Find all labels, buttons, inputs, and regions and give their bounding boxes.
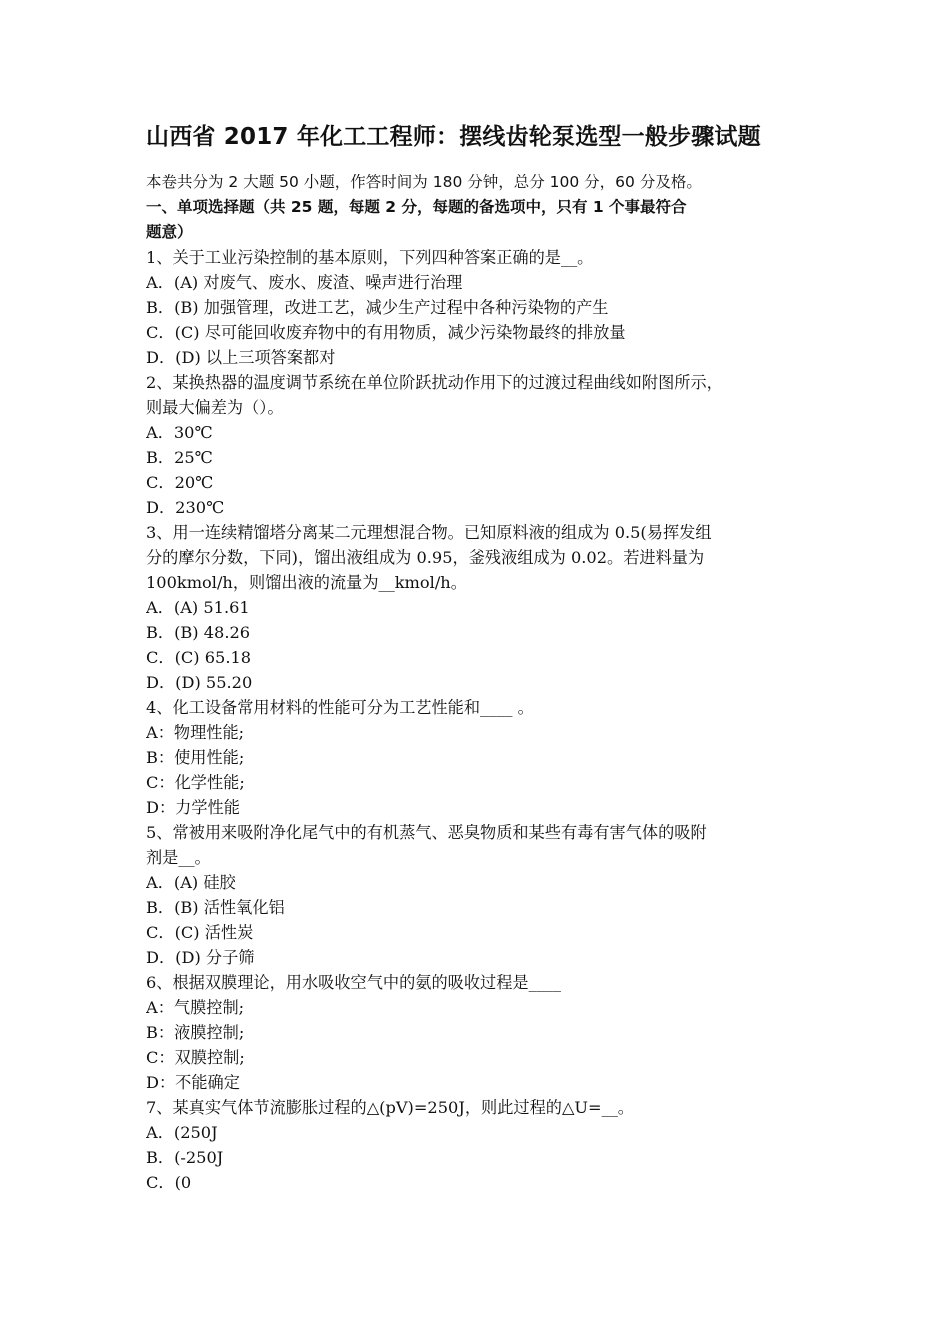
question-item [146, 245, 810, 370]
answer-option: A．(250J [146, 1123, 218, 1142]
question-stem: 3、用一连续精馏塔分离某二元理想混合物。已知原料液的组成为 0.5(易挥发组 [146, 523, 712, 542]
answer-option: B．(-250J [146, 1148, 224, 1167]
question-stem: 5、常被用来吸附净化尾气中的有机蒸气、恶臭物质和某些有毒有害气体的吸附 [146, 823, 707, 842]
question-stem: 剂是__。 [146, 848, 211, 867]
answer-option: B．(B) 加强管理，改进工艺，减少生产过程中各种污染物的产生 [146, 298, 609, 317]
question-stem: 4、化工设备常用材料的性能可分为工艺性能和____ 。 [146, 698, 534, 717]
document-body [146, 170, 810, 1195]
document-title: 山西省 2017 年化工工程师：摆线齿轮泵选型一般步骤试题 [146, 124, 761, 150]
answer-option: C：化学性能; [146, 773, 245, 792]
answer-option: C．(0 [146, 1173, 192, 1192]
exam-intro: 本卷共分为 2 大题 50 小题，作答时间为 180 分钟，总分 100 分，60 分及格。 [146, 173, 702, 191]
question-item [146, 970, 810, 1095]
answer-option: B．25℃ [146, 448, 213, 467]
answer-option: D．(D) 55.20 [146, 673, 253, 692]
answer-option: A：气膜控制; [146, 998, 245, 1017]
answer-option: C．(C) 活性炭 [146, 923, 254, 942]
question-stem: 分的摩尔分数，下同)，馏出液组成为 0.95，釜残液组成为 0.02。若进料量为 [146, 548, 705, 567]
answer-option: D．230℃ [146, 498, 225, 517]
question-stem: 7、某真实气体节流膨胀过程的△(pV)=250J，则此过程的△U=__。 [146, 1098, 634, 1117]
question-list [146, 245, 810, 1195]
answer-option: C．(C) 尽可能回收废弃物中的有用物质，减少污染物最终的排放量 [146, 323, 626, 342]
answer-option: C：双膜控制; [146, 1048, 245, 1067]
question-item [146, 370, 810, 520]
question-item [146, 695, 810, 820]
answer-option: C．(C) 65.18 [146, 648, 252, 667]
answer-option: A：物理性能; [146, 723, 245, 742]
question-stem: 2、某换热器的温度调节系统在单位阶跃扰动作用下的过渡过程曲线如附图所示， [146, 373, 723, 392]
section-heading-continued: 题意） [146, 223, 193, 241]
question-stem: 1、关于工业污染控制的基本原则，下列四种答案正确的是__。 [146, 248, 594, 267]
question-item [146, 820, 810, 970]
answer-option: C．20℃ [146, 473, 214, 492]
question-stem: 则最大偏差为（）。 [146, 398, 284, 417]
answer-option: B．(B) 活性氧化铝 [146, 898, 285, 917]
question-stem: 6、根据双膜理论，用水吸收空气中的氨的吸收过程是____ [146, 973, 561, 992]
answer-option: B：使用性能; [146, 748, 245, 767]
answer-option: A．(A) 对废气、废水、废渣、噪声进行治理 [146, 273, 463, 292]
answer-option: B．(B) 48.26 [146, 623, 251, 642]
answer-option: A．(A) 硅胶 [146, 873, 236, 892]
answer-option: D：不能确定 [146, 1073, 240, 1092]
answer-option: A．(A) 51.61 [146, 598, 250, 617]
question-item [146, 520, 810, 695]
answer-option: A．30℃ [146, 423, 213, 442]
answer-option: D：力学性能 [146, 798, 240, 817]
answer-option: D．(D) 以上三项答案都对 [146, 348, 336, 367]
section-heading: 一、单项选择题（共 25 题，每题 2 分，每题的备选项中，只有 1 个事最符合 [146, 198, 687, 216]
answer-option: D．(D) 分子筛 [146, 948, 255, 967]
question-stem: 100kmol/h，则馏出液的流量为__kmol/h。 [146, 573, 467, 592]
question-item [146, 1095, 810, 1195]
answer-option: B：液膜控制; [146, 1023, 245, 1042]
